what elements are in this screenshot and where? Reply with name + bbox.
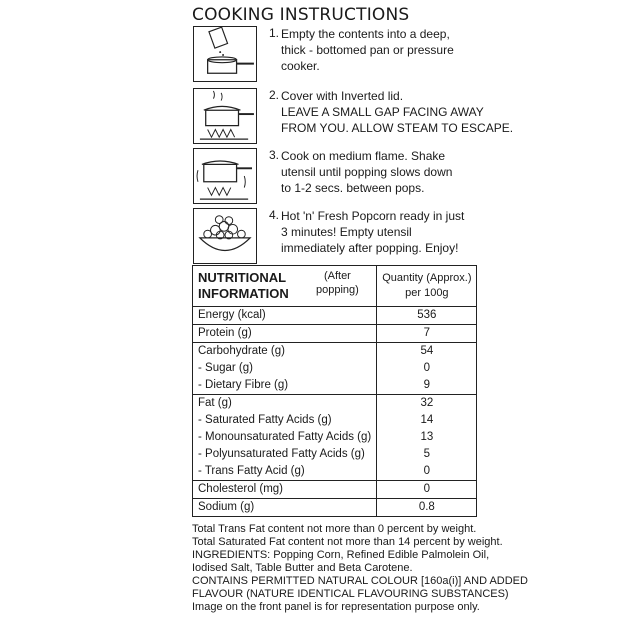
nutrient-value: 0 — [377, 360, 477, 377]
nutrient-label: - Polyunsaturated Fatty Acids (g) — [193, 446, 377, 463]
note-line: CONTAINS PERMITTED NATURAL COLOUR [160a(i)] AND ADDED — [192, 575, 528, 587]
nutrient-value: 13 — [377, 429, 477, 446]
nutrient-label: Fat (g) — [193, 395, 377, 413]
step-text-line: immediately after popping. Enjoy! — [281, 241, 459, 255]
nutrition-row — [193, 463, 477, 481]
nutrient-label: - Saturated Fatty Acids (g) — [193, 412, 377, 429]
note-line: FLAVOUR (NATURE IDENTICAL FLAVOURING SUBSTANCES) — [192, 588, 509, 600]
page-title: COOKING INSTRUCTIONS — [192, 5, 410, 25]
nutrition-row — [193, 429, 477, 446]
step-text-line: Hot 'n' Fresh Popcorn ready in just — [281, 209, 465, 223]
step-text-line: to 1-2 secs. between pops. — [281, 181, 425, 195]
nutrient-value: 536 — [377, 307, 477, 325]
nutrition-row — [193, 446, 477, 463]
step-number: 2. — [269, 88, 280, 102]
nutrient-value: 9 — [377, 377, 477, 395]
popcorn-bowl-icon — [193, 208, 257, 264]
step-text-line: Cook on medium flame. Shake — [281, 149, 446, 163]
nutrition-row — [193, 412, 477, 429]
step-text-line: LEAVE A SMALL GAP FACING AWAY — [281, 105, 484, 119]
nutrition-row — [193, 377, 477, 395]
nutrient-label: - Dietary Fibre (g) — [193, 377, 377, 395]
step-text-line: utensil until popping slows down — [281, 165, 453, 179]
nutrient-value: 7 — [377, 325, 477, 343]
step-text-line: thick - bottomed pan or pressure — [281, 43, 454, 57]
nutrient-label: Carbohydrate (g) — [193, 343, 377, 361]
note-line: Total Trans Fat content not more than 0 percent by weight. — [192, 523, 477, 535]
step-number: 3. — [269, 148, 280, 162]
shaking-pan-icon — [193, 148, 257, 204]
nutrition-heading: NUTRITIONAL INFORMATION — [198, 270, 289, 301]
pan-pour-icon — [193, 26, 257, 82]
nutrient-value: 54 — [377, 343, 477, 361]
note-line: Total Saturated Fat content not more than 14 percent by weight. — [192, 536, 503, 548]
step-number: 4. — [269, 208, 280, 222]
nutrition-row — [193, 360, 477, 377]
nutrient-label: - Monounsaturated Fatty Acids (g) — [193, 429, 377, 446]
nutrient-value: 0 — [377, 463, 477, 481]
step-text-line: Empty the contents into a deep, — [281, 27, 450, 41]
nutrient-label: Sodium (g) — [193, 499, 377, 517]
ingredients-line: INGREDIENTS: Popping Corn, Refined Edible Palmolein Oil, — [192, 549, 490, 561]
label-notes — [192, 523, 528, 614]
step-text-line: Cover with Inverted lid. — [281, 89, 404, 103]
nutrition-row — [193, 343, 477, 361]
nutrient-value: 32 — [377, 395, 477, 413]
nutrition-row — [193, 307, 477, 325]
step-number: 1. — [269, 26, 280, 40]
nutrient-value: 0.8 — [377, 499, 477, 517]
nutrient-value: 5 — [377, 446, 477, 463]
nutrition-row — [193, 481, 477, 499]
nutrition-subheading: (After popping) — [316, 270, 359, 296]
nutrient-label: Cholesterol (mg) — [193, 481, 377, 499]
step-text-line: 3 minutes! Empty utensil — [281, 225, 412, 239]
nutrient-label: - Trans Fatty Acid (g) — [193, 463, 377, 481]
nutrient-label: Energy (kcal) — [193, 307, 377, 325]
nutrition-row — [193, 325, 477, 343]
nutrition-table — [192, 265, 477, 517]
nutrition-row — [193, 499, 477, 517]
note-line: Image on the front panel is for representation purpose only. — [192, 601, 480, 613]
nutrition-row — [193, 395, 477, 413]
ingredients-line: Iodised Salt, Table Butter and Beta Carotene. — [192, 562, 413, 574]
nutrient-value: 0 — [377, 481, 477, 499]
nutrient-label: Protein (g) — [193, 325, 377, 343]
nutrient-label: - Sugar (g) — [193, 360, 377, 377]
step-text-line: cooker. — [281, 59, 320, 73]
nutrition-header-row — [193, 266, 477, 307]
step-text-line: FROM YOU. ALLOW STEAM TO ESCAPE. — [281, 121, 514, 135]
nutrient-value: 14 — [377, 412, 477, 429]
covered-pan-icon — [193, 88, 257, 144]
quantity-heading: Quantity (Approx.) per 100g — [377, 266, 477, 307]
